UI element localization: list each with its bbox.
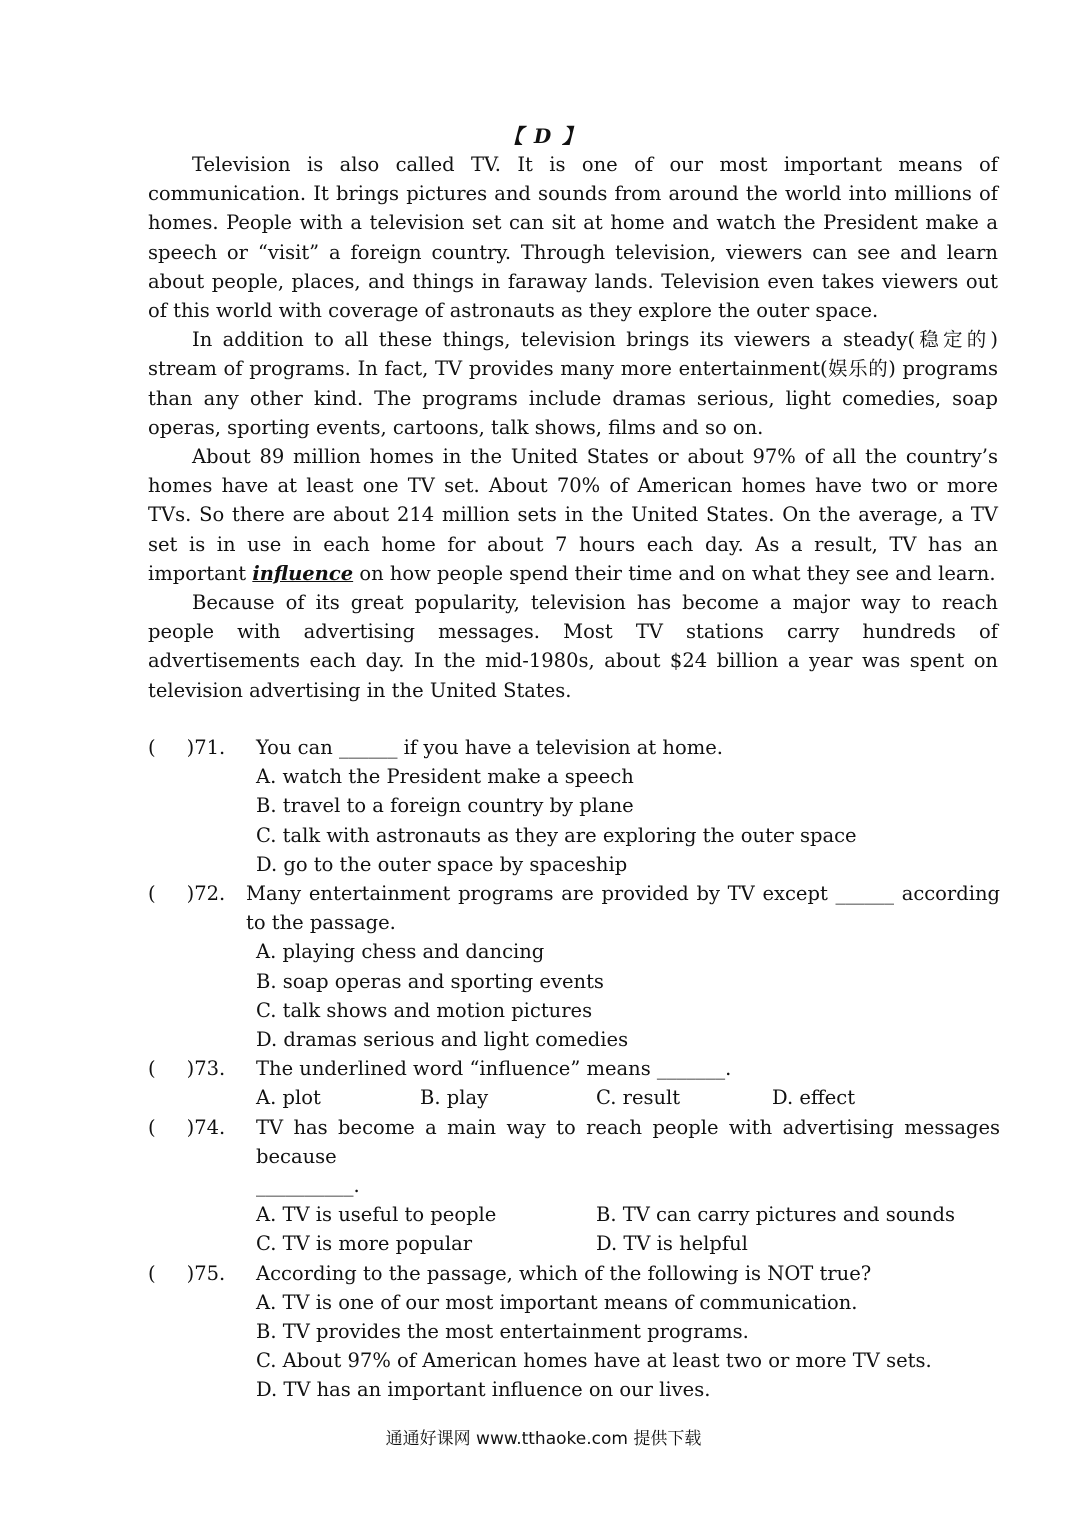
option-73-d: D. effect	[772, 1086, 856, 1110]
option-72-c: C. talk shows and motion pictures	[256, 998, 593, 1022]
option-75-b: B. TV provides the most entertainment programs.	[256, 1320, 749, 1344]
passage-paragraph-2: In addition to all these things, television brings its viewers a steady(稳定的) stream of programs. In fact, TV provides many more entertainment(娱乐的) programs than any other kind. The programs include dramas serious, light comedies, soap operas, sporting events, cartoons, talk shows, films and so on.	[148, 328, 998, 439]
options-73-row	[148, 1083, 1000, 1112]
option-71-a: A. watch the President make a speech	[256, 765, 634, 789]
question-74-blank: __________.	[256, 1174, 360, 1198]
question-72-stem: Many entertainment programs are provided by TV except ______ according to the passage.	[246, 882, 1000, 935]
option-73-b: B. play	[420, 1086, 489, 1110]
question-74	[148, 1113, 1000, 1259]
option-72-a: A. playing chess and dancing	[256, 940, 545, 964]
passage-paragraph-1: Television is also called TV. It is one of our most important means of communication. It brings pictures and sounds from around the world into millions of homes. People with a television set can sit at home and watch the President make a speech or “visit” a foreign country. Through television, viewers can see and learn about people, places, and things in faraway lands. Television even takes viewers out of this world with coverage of astronauts as they explore the outer space.	[148, 153, 998, 323]
answer-blank-75: ( )75.	[148, 1261, 232, 1285]
passage-paragraph-4: Because of its great popularity, television has become a major way to reach people with advertising messages. Most TV stations carry hundreds of advertisements each day. In the mid-1980s, about $24 billion a year was spent on television advertising in the United States.	[148, 591, 998, 702]
question-73-stem: The underlined word “influence” means _______.	[256, 1057, 732, 1081]
option-71-b: B. travel to a foreign country by plane	[256, 794, 634, 818]
question-74-stem: TV has become a main way to reach people with advertising messages because	[256, 1115, 1000, 1168]
option-71-d: D. go to the outer space by spaceship	[256, 852, 628, 876]
paragraph-3-text-before: About 89 million homes in the United States or about 97% of all the country’s homes have at least one TV set. About 70% of American homes have two or more TVs. So there are about 214 million sets in the United States. On the average, a TV set is in use in each home for about 7 hours each day. As a result, TV has an important	[148, 445, 998, 585]
answer-blank-73: ( )73.	[148, 1057, 232, 1081]
passage-paragraph-3	[148, 442, 998, 588]
answer-blank-71: ( )71.	[148, 736, 232, 759]
paragraph-3-text-after: on how people spend their time and on what they see and learn.	[353, 561, 996, 585]
answer-blank-72: ( )72.	[148, 882, 232, 906]
question-75-stem: According to the passage, which of the following is NOT true?	[256, 1261, 872, 1285]
options-74-row-1	[148, 1200, 1000, 1229]
option-73-c: C. result	[596, 1086, 681, 1110]
answer-blank-74: ( )74.	[148, 1115, 232, 1139]
question-75	[148, 1259, 1000, 1405]
option-74-c: C. TV is more popular	[256, 1232, 473, 1256]
option-73-a: A. plot	[256, 1086, 321, 1110]
options-74-row-2	[148, 1229, 1000, 1258]
option-74-a: A. TV is useful to people	[256, 1203, 497, 1227]
underlined-keyword: influence	[252, 561, 354, 585]
page-footer: 通通好课网 www.tthaoke.com 提供下载	[385, 1429, 702, 1449]
reading-passage	[148, 150, 998, 705]
option-75-c: C. About 97% of American homes have at least two or more TV sets.	[256, 1349, 932, 1373]
option-75-a: A. TV is one of our most important means of communication.	[256, 1290, 858, 1314]
option-72-d: D. dramas serious and light comedies	[256, 1028, 629, 1052]
question-73	[148, 1054, 1000, 1112]
option-75-d: D. TV has an important influence on our lives.	[256, 1378, 711, 1402]
option-71-c: C. talk with astronauts as they are exploring the outer space	[256, 823, 857, 847]
question-71-stem: You can ______ if you have a television at home.	[256, 736, 723, 759]
option-74-b: B. TV can carry pictures and sounds	[596, 1203, 956, 1227]
section-title: 【 D 】	[502, 124, 585, 148]
option-72-b: B. soap operas and sporting events	[256, 969, 604, 993]
question-71	[148, 733, 1000, 879]
option-74-d: D. TV is helpful	[596, 1232, 748, 1256]
question-list	[148, 733, 1000, 1405]
question-72	[148, 879, 1000, 1054]
